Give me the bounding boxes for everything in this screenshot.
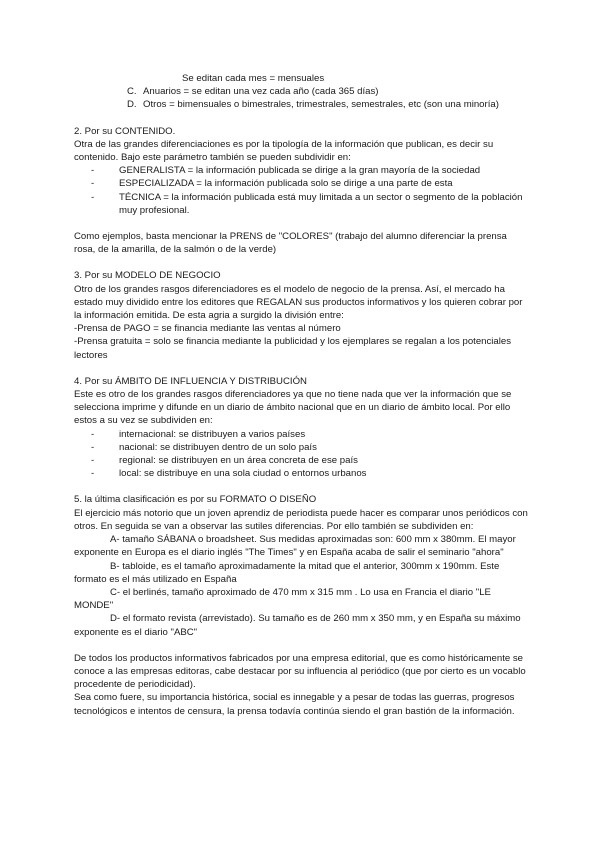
bullet-mark: - xyxy=(91,178,95,190)
section-heading: 3. Por su MODELO DE NEGOCIO xyxy=(74,270,221,282)
list-text: GENERALISTA = la información publicada se dirige a la gran mayoría de la sociedad xyxy=(119,165,481,177)
paragraph: -Prensa de PAGO = se financia mediante las ventas al número xyxy=(74,323,341,335)
list-label: D. xyxy=(127,99,137,111)
intro-line: Se editan cada mes = mensuales xyxy=(182,73,325,84)
list-item xyxy=(74,467,530,480)
bullet-mark: - xyxy=(91,441,95,453)
document-page xyxy=(74,72,530,718)
paragraph: -Prensa gratuita = solo se financia mediante la publicidad y los ejemplares se regalan a los potenciales lectores xyxy=(74,336,512,361)
section-heading: 4. Por su ÁMBITO DE INFLUENCIA Y DISTRIBUCIÓN xyxy=(74,375,307,387)
list-item xyxy=(74,98,530,111)
list-label: C. xyxy=(127,86,137,98)
bullet-mark: - xyxy=(91,165,95,177)
list-text: Anuarios = se editan una vez cada año (cada 365 días) xyxy=(143,86,379,98)
list-item xyxy=(74,85,530,98)
section-heading: 2. Por su CONTENIDO. xyxy=(74,125,176,137)
list-text: nacional: se distribuyen dentro de un solo país xyxy=(119,441,317,453)
list-item xyxy=(74,441,530,454)
paragraph: Este es otro de los grandes rasgos diferenciadores ya que no tiene nada que ver la información que se selecciona imprime y difunde en un diario de ámbito nacional que en un diario de ámbito local. Por ello estos a su vez se subdividen en: xyxy=(74,389,512,427)
list-item xyxy=(74,164,530,177)
format-item: C- el berlinés, tamaño aproximado de 470 mm x 315 mm . Lo usa en Francia el diario "LE MONDE" xyxy=(74,586,491,612)
list-text: TÉCNICA = la información publicada está muy limitada a un sector o segmento de la población muy profesional. xyxy=(119,191,523,216)
bullet-mark: - xyxy=(91,428,95,440)
paragraph: Como ejemplos, basta mencionar la PRENS de "COLORES" (trabajo del alumno diferenciar la prensa rosa, de la amarilla, de la salmón o de la verde) xyxy=(74,231,507,256)
list-item xyxy=(74,177,530,190)
format-item: D- el formato revista (arrevistado). Su tamaño es de 260 mm x 350 mm, y en España su máximo exponente es el diario "ABC" xyxy=(74,613,521,638)
paragraph: Otro de los grandes rasgos diferenciadores es el modelo de negocio de la prensa. Así, el mercado ha estado muy dividido entre los editores que REGALAN sus productos informativos y los quieren cobrar por la información emitida. De esta agria a surgido la división entre: xyxy=(74,283,523,322)
bullet-mark: - xyxy=(91,468,95,480)
list-text: Otros = bimensuales o bimestrales, trimestrales, semestrales, etc (son una minoría) xyxy=(143,99,499,111)
bullet-mark: - xyxy=(91,455,95,467)
list-text: internacional: se distribuyen a varios países xyxy=(119,428,306,440)
list-text: ESPECIALIZADA = la información publicada solo se dirige a una parte de esta xyxy=(119,178,453,190)
format-item: A- tamaño SÁBANA o broadsheet. Sus medidas aproximadas son: 600 mm x 380mm. El mayor exponente en Europa es el diario inglés "The Times" y en España acaba de salir el seminario "ahora" xyxy=(74,534,516,559)
paragraph: El ejercicio más notorio que un joven aprendiz de periodista puede hacer es comparar unos periódicos con otros. En seguida se van a observar las sutiles diferencias. Por ello también se subdividen en: xyxy=(74,507,528,532)
paragraph: De todos los productos informativos fabricados por una empresa editorial, que es como históricamente se conoce a las empresas editoras, cabe destacar por su influencia al periódico (que por cierto es un vocablo procedente de periodicidad). xyxy=(74,652,526,691)
section-heading: 5. la última clasificación es por su FORMATO O DISEÑO xyxy=(74,494,317,506)
list-item xyxy=(74,191,530,217)
list-item xyxy=(74,454,530,467)
list-item xyxy=(74,428,530,441)
list-text: local: se distribuye en una sola ciudad o entornos urbanos xyxy=(119,468,367,480)
format-item: B- tabloide, es el tamaño aproximadamente la mitad que el anterior, 300mm x 190mm. Este formato es el más utilizado en España xyxy=(74,560,500,585)
bullet-mark: - xyxy=(91,191,95,203)
paragraph: Sea como fuere, su importancia histórica, social es innegable y a pesar de todas las guerras, progresos tecnológicos e intentos de censura, la prensa todavía continúa siendo el gran bastión de la información. xyxy=(74,692,515,717)
list-text: regional: se distribuyen en un área concreta de ese país xyxy=(119,455,358,467)
paragraph: Otra de las grandes diferenciaciones es por la tipología de la información que publican, es decir su contenido. Bajo este parámetro también se pueden subdividir en: xyxy=(74,138,494,164)
